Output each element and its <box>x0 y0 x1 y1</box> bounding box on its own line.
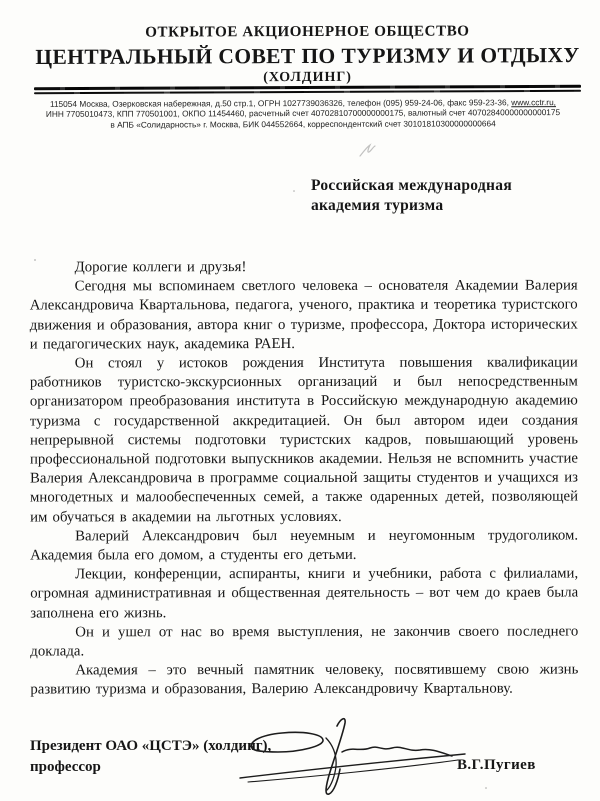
scan-noise-speck <box>485 787 487 789</box>
handwritten-ink-mark <box>354 141 386 161</box>
contact-line-2: ИНН 7705010473, КПП 770501001, ОКПО 11454460, расчетный счет 40702810700000000175, валютный счет 40702840000000000175 <box>45 107 561 120</box>
signoff-title-line-2: профессор <box>30 759 101 775</box>
paragraph-4: Лекции, конференции, аспиранты, книги и учебники, работа с филиалами, огромная административная и общественная деятельность – вот чем до краев была заполнена его жизнь. <box>30 565 579 622</box>
signoff-title-line-1: Президент ОАО «ЦСТЭ» (холдинг), <box>30 738 272 754</box>
signoff-name: В.Г.Пугиев <box>457 757 536 773</box>
contact-line-3: в АПБ «Солидарность» г. Москва, БИК 044552664, корреспондентский счет 30101810300000000664 <box>110 117 496 130</box>
org-type-line: ОТКРЫТОЕ АКЦИОНЕРНОЕ ОБЩЕСТВО <box>145 23 470 41</box>
org-holding-line: (ХОЛДИНГ) <box>263 69 352 86</box>
paragraph-3: Валерий Александрович был неуемным и неугомонным трудоголиком. Академия была его домом, а студенты его детьми. <box>30 527 579 564</box>
paragraph-5: Он и ушел от нас во время выступления, не закончив своего последнего доклада. <box>30 623 579 660</box>
letterhead-contact-info <box>22 97 584 130</box>
scan-noise-speck <box>34 259 36 261</box>
letter-body <box>30 258 579 701</box>
website-url: www.cctr.ru, <box>511 97 556 108</box>
paragraph-6: Академия – это вечный памятник человеку, посвятившему свою жизнь развитию туризма и образования, Валерию Александровичу Квартальнову. <box>30 661 579 698</box>
paragraph-2: Он стоял у истоков рождения Института повышения квалификации работников туристско-экскурсионных организаций и был непосредственным организатором преобразования института в Российскую международную академию туризма с государственной аккредитацией. Он был автором идеи создания непрерывной системы подготовки туристских кадров, повышающий уровень профессиональной подготовки выпускников академии. Нельзя не вспомнить участие Валерия Александровича в программе социальной защиты студентов и учащихся из многодетных и малообеспеченных семей, а также одаренных детей, позволяющей им обучаться в академии на льготных условиях. <box>29 354 579 526</box>
org-name-line: ЦЕНТРАЛЬНЫЙ СОВЕТ ПО ТУРИЗМУ И ОТДЫХУ <box>35 43 580 69</box>
divider-bar-bottom <box>34 90 581 95</box>
letterhead-divider <box>34 85 581 95</box>
scan-noise-speck <box>293 190 295 192</box>
recipient-block <box>311 176 512 215</box>
recipient-line-2: академия туризма <box>311 196 444 214</box>
recipient-line-1: Российская международная <box>311 177 513 194</box>
paragraph-1: Сегодня мы вспоминаем светлого человека – основателя Академии Валерия Александровича Квартальнова, педагога, ученого, практика и теоретика туристского движения и образования, автора книг о туризме, профессора, Доктора исторических и педагогических наук, академика РАЕН. <box>29 277 578 353</box>
letterhead <box>30 23 585 87</box>
salutation: Дорогие коллеги и друзья! <box>74 259 247 276</box>
contact-line-1: 115054 Москва, Озерковская набережная, д.50 стр.1, ОГРН 1027739036326, телефон (095) 959-24-06, факс 959-23-36, <box>49 97 512 109</box>
signature-autograph <box>230 714 470 800</box>
